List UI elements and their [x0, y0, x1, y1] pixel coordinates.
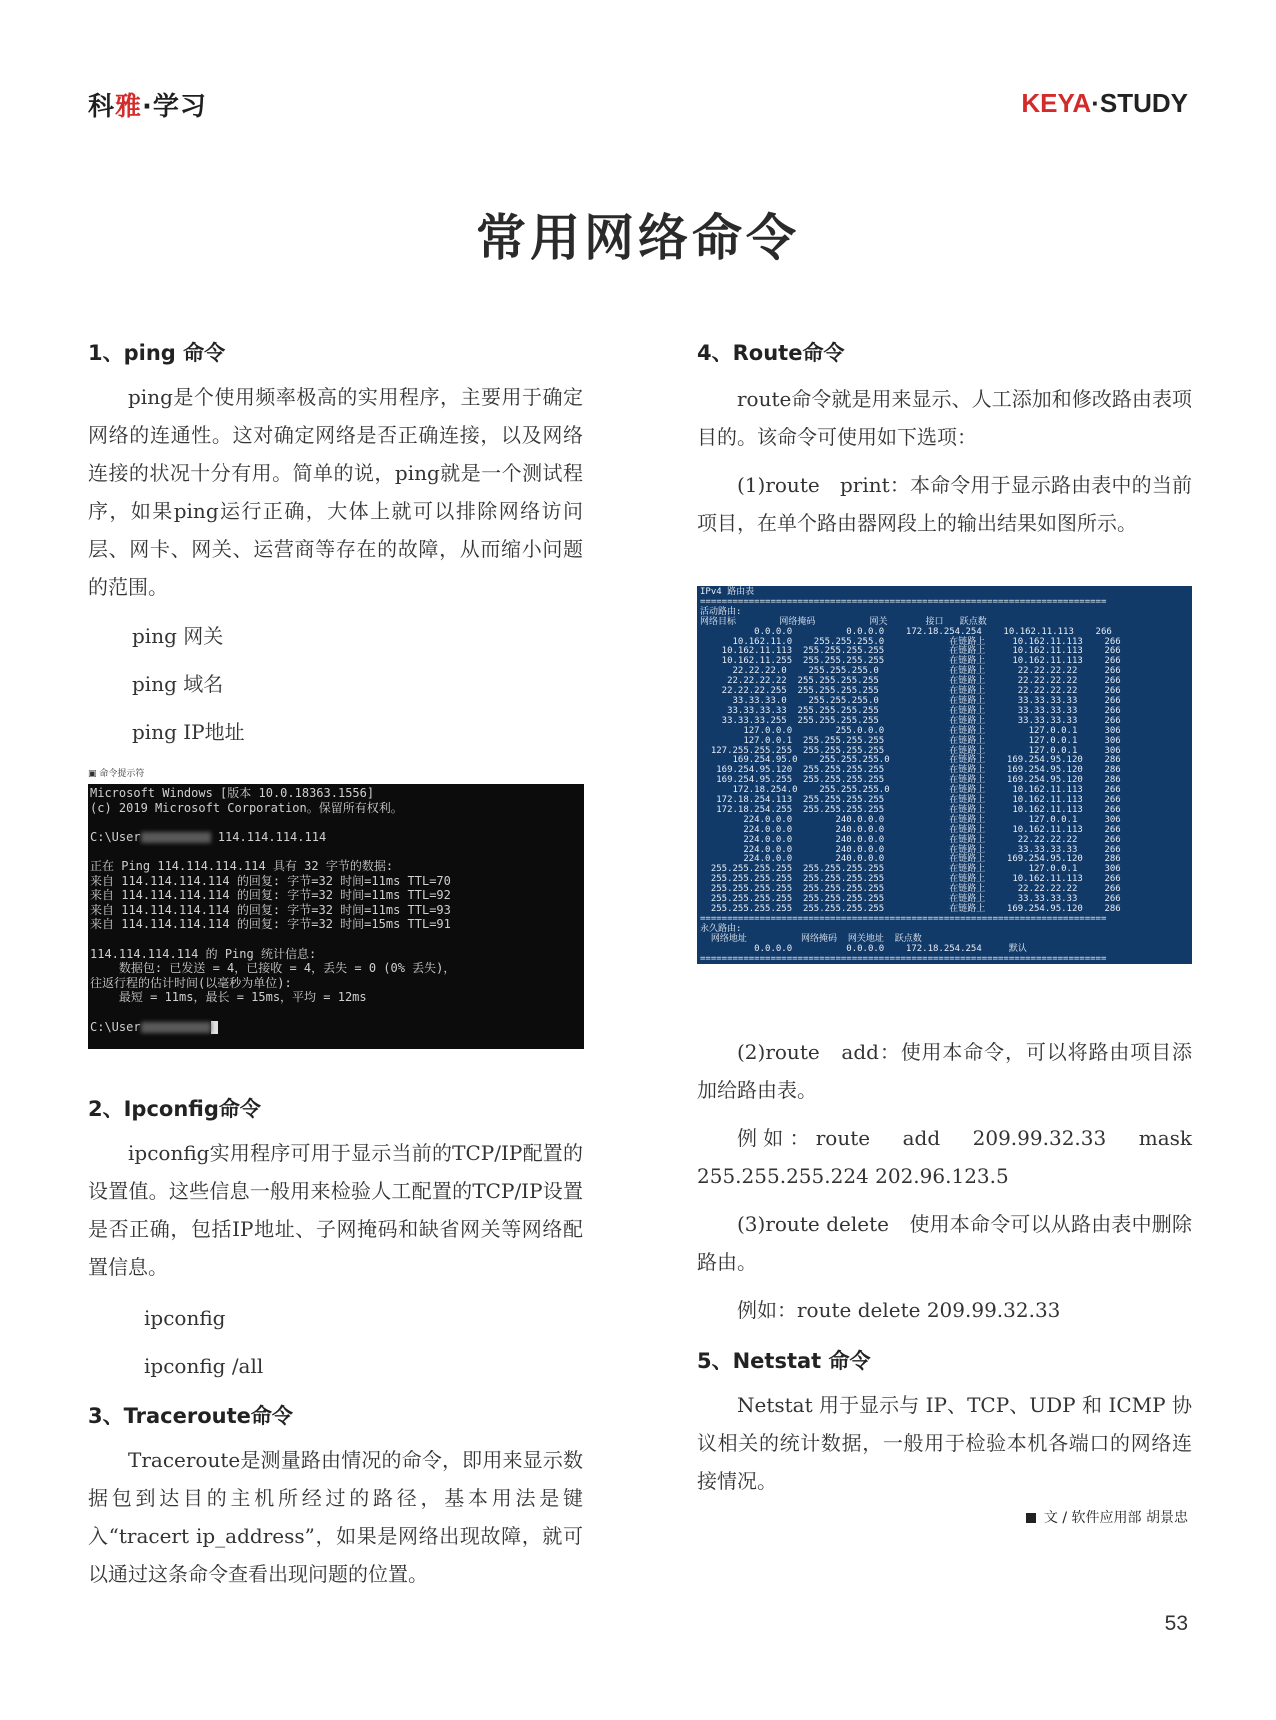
section-heading-traceroute: 3、Traceroute命令 — [88, 1404, 293, 1428]
route-add-paragraph: (2)route add：使用本命令，可以将路由项目添加给路由表。 — [697, 1040, 1192, 1102]
route-table-line: =========================================================================== — [700, 596, 1107, 607]
route-table-line: 127.0.0.0 255.0.0.0 在链路上 127.0.0.1 306 — [700, 725, 1121, 736]
section-heading-netstat: 5、Netstat 命令 — [697, 1349, 871, 1373]
route-table-line: 172.18.254.113 255.255.255.255 在链路上 10.162.11.113 266 — [700, 795, 1121, 806]
route-table-line: 22.22.22.255 255.255.255.255 在链路上 22.22.22.22 266 — [700, 686, 1121, 697]
route-delete-paragraph: (3)route delete 使用本命令可以从路由表中删除路由。 — [697, 1212, 1192, 1274]
route-table-line: 10.162.11.0 255.255.255.0 在链路上 10.162.11.113 266 — [700, 636, 1121, 647]
route-table-line: 169.254.95.120 255.255.255.255 在链路上 169.254.95.120 286 — [700, 765, 1121, 776]
route-table-line: 0.0.0.0 0.0.0.0 172.18.254.254 10.162.11.113 266 — [700, 626, 1112, 637]
route-delete-example: 例如：route delete 209.99.32.33 — [737, 1298, 1061, 1322]
ping-command-gateway: ping 网关 — [132, 624, 224, 648]
square-bullet-icon — [1026, 1513, 1036, 1523]
route-table-line: 活动路由: — [700, 606, 742, 617]
route-table-line: 永久路由: — [700, 923, 742, 934]
ping-paragraph: ping是个使用频率极高的实用程序，主要用于确定网络的连通性。这对确定网络是否正确连接，以及网络连接的状况十分有用。简单的说，ping就是一个测试程序，如果ping运行正确，大体上就可以排除网络访问层、网卡、网关、运营商等存在的故障，从而缩小问题的范围。 — [88, 385, 583, 599]
route-table-line: 255.255.255.255 255.255.255.255 在链路上 33.33.33.33 266 — [700, 894, 1121, 905]
route-table-line: IPv4 路由表 — [700, 587, 755, 597]
route-table-text — [697, 586, 1192, 966]
netstat-paragraph: Netstat 用于显示与 IP、TCP、UDP 和 ICMP 协议相关的统计数据，一般用于检验本机各端口的网络连接情况。 — [697, 1393, 1192, 1493]
author-signature: 文 / 软件应用部 胡景忠 — [1026, 1507, 1188, 1527]
route-table-line: 255.255.255.255 255.255.255.255 在链路上 127.0.0.1 306 — [700, 864, 1121, 875]
route-table-line: 169.254.95.0 255.255.255.0 在链路上 169.254.95.120 286 — [700, 755, 1121, 766]
ipconfig-command: ipconfig — [144, 1306, 226, 1330]
route-table-line: 255.255.255.255 255.255.255.255 在链路上 22.22.22.22 266 — [700, 884, 1121, 895]
route-table-line: 22.22.22.0 255.255.255.0 在链路上 22.22.22.22 266 — [700, 666, 1121, 677]
route-table-line: 0.0.0.0 0.0.0.0 172.18.254.254 默认 — [700, 943, 1027, 954]
traceroute-paragraph: Traceroute是测量路由情况的命令，即用来显示数据包到达目的主机所经过的路径，基本用法是键入“tracert ip_address”，如果是网络出现故障，就可以通过这条命令查看出现问题的位置。 — [88, 1448, 583, 1586]
route-table-line: =========================================================================== — [700, 953, 1107, 964]
route-table-line: 127.0.0.1 255.255.255.255 在链路上 127.0.0.1 306 — [700, 735, 1121, 746]
route-print-paragraph: (1)route print：本命令用于显示路由表中的当前项目，在单个路由器网段上的输出结果如图所示。 — [697, 473, 1192, 535]
route-table-line: 10.162.11.255 255.255.255.255 在链路上 10.162.11.113 266 — [700, 656, 1121, 667]
route-table-line: 网络地址 网络掩码 网关地址 跃点数 — [700, 933, 922, 944]
route-table-line: =========================================================================== — [700, 913, 1107, 924]
section-heading-route: 4、Route命令 — [697, 341, 845, 365]
page-title: 常用网络命令 — [476, 208, 800, 267]
route-table-line: 22.22.22.22 255.255.255.255 在链路上 22.22.22.22 266 — [700, 676, 1121, 687]
route-table-line: 224.0.0.0 240.0.0.0 在链路上 127.0.0.1 306 — [700, 814, 1121, 825]
brand-logo-right: KEYA·STUDY — [1021, 88, 1188, 118]
route-table-line: 172.18.254.255 255.255.255.255 在链路上 10.162.11.113 266 — [700, 804, 1121, 815]
route-table-line: 33.33.33.255 255.255.255.255 在链路上 33.33.33.33 266 — [700, 715, 1121, 726]
route-table-line: 33.33.33.0 255.255.255.0 在链路上 33.33.33.33 266 — [700, 695, 1121, 706]
route-add-example: 例如：route add 209.99.32.33 mask 255.255.255.224 202.96.123.5 — [697, 1126, 1192, 1188]
ipconfig-paragraph: ipconfig实用程序可用于显示当前的TCP/IP配置的设置值。这些信息一般用来检验人工配置的TCP/IP设置是否正确，包括IP地址、子网掩码和缺省网关等网络配置信息。 — [88, 1141, 583, 1279]
route-table-screenshot — [697, 586, 1192, 964]
route-table-line: 224.0.0.0 240.0.0.0 在链路上 22.22.22.22 266 — [700, 834, 1121, 845]
route-table-line: 33.33.33.33 255.255.255.255 在链路上 33.33.33.33 266 — [700, 705, 1121, 716]
terminal-title-bar: ▣ 命令提示符 — [88, 769, 145, 779]
brand-logo-left: 科雅·学习 — [88, 92, 207, 122]
terminal-cursor — [211, 1021, 218, 1034]
route-table-line: 网络目标 网络掩码 网关 接口 跃点数 — [700, 616, 987, 627]
route-table-line: 255.255.255.255 255.255.255.255 在链路上 169.254.95.120 286 — [700, 904, 1121, 914]
route-table-line: 127.255.255.255 255.255.255.255 在链路上 127.0.0.1 306 — [700, 745, 1121, 756]
route-table-line: 224.0.0.0 240.0.0.0 在链路上 169.254.95.120 286 — [700, 854, 1121, 865]
route-table-line: 169.254.95.255 255.255.255.255 在链路上 169.254.95.120 286 — [700, 775, 1121, 786]
section-heading-ping: 1、ping 命令 — [88, 341, 226, 365]
route-table-line: 224.0.0.0 240.0.0.0 在链路上 33.33.33.33 266 — [700, 844, 1121, 855]
route-table-line: 224.0.0.0 240.0.0.0 在链路上 10.162.11.113 266 — [700, 824, 1121, 835]
route-table-line: 255.255.255.255 255.255.255.255 在链路上 10.162.11.113 266 — [700, 874, 1121, 885]
ping-terminal-screenshot: ▣ 命令提示符 Microsoft Windows [版本 10.0.18363.1556] (c) 2019 Microsoft Corporation。保留所有权利。 C:\User 114.114.114.114 正在 Ping 114.114.114.114 具有 32 字节的数据: 来自 114.114.114.114 的回复: 字节=32 时间=11ms TTL=70 来自 114.114.114.114 的回复: 字节=32 时间=11ms TTL=92 来自 114.114.114.114 的回复: 字节=32 时间=11ms TTL=93 来自 114.114.114.114 的回复: 字节=32 时间=15ms TTL=91 114.114.114.114 的 Ping 统计信息: 数据包: 已发送 = 4，已接收 = 4，丢失 = 0 (0% 丢失)， 往返行程的估计时间(以毫秒为单位): 最短 = 11ms，最长 = 15ms，平均 = 12ms C:\User — [88, 784, 584, 1049]
route-intro-paragraph: route命令就是用来显示、人工添加和修改路由表项目的。该命令可使用如下选项： — [697, 387, 1192, 449]
page-number: 53 — [1164, 1612, 1188, 1635]
ping-command-ip: ping IP地址 — [132, 720, 245, 744]
route-table-line: 10.162.11.113 255.255.255.255 在链路上 10.162.11.113 266 — [700, 646, 1121, 657]
redacted-username — [141, 832, 211, 843]
terminal-icon: ▣ — [88, 769, 100, 779]
section-heading-ipconfig: 2、Ipconfig命令 — [88, 1097, 261, 1121]
redacted-username — [141, 1022, 211, 1033]
ping-command-domain: ping 域名 — [132, 672, 224, 696]
ipconfig-all-command: ipconfig /all — [144, 1354, 264, 1378]
route-table-line: 172.18.254.0 255.255.255.0 在链路上 10.162.11.113 266 — [700, 785, 1121, 796]
